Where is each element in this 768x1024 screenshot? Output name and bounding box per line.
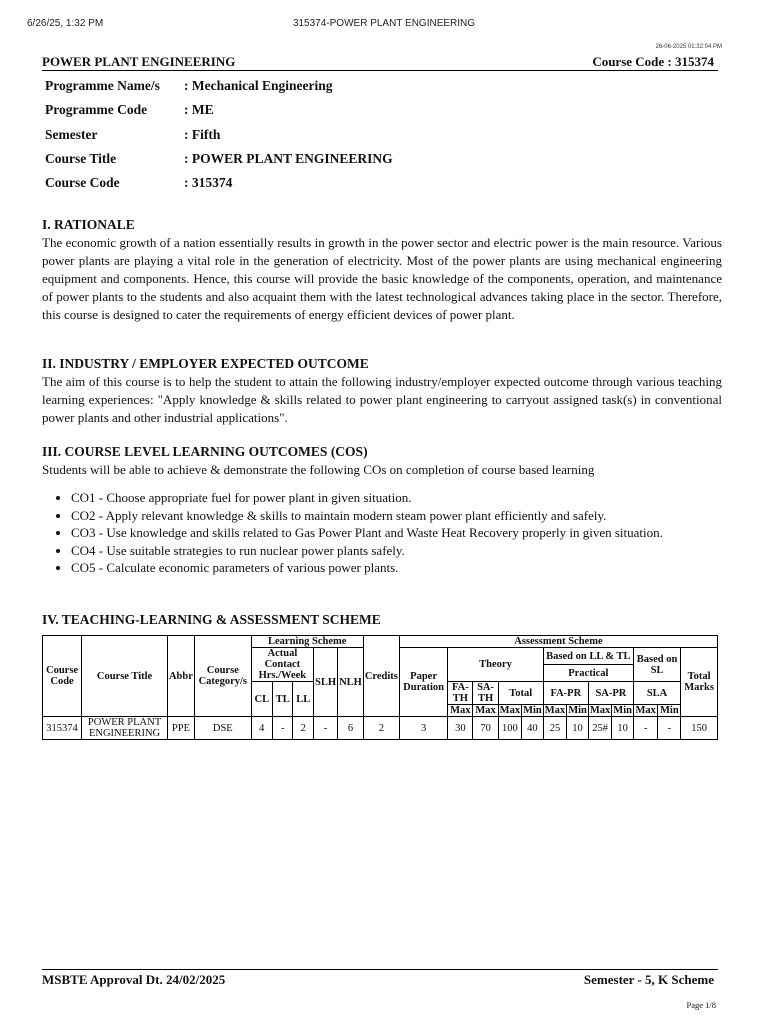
th-sa-pr: SA-PR: [588, 682, 633, 705]
th-min: Min: [523, 705, 542, 716]
th-ll: LL: [293, 682, 314, 717]
th-fa-pr: FA-PR: [543, 682, 588, 705]
th-tl: TL: [272, 682, 293, 717]
cos-intro: Students will be able to achieve & demonstrate the following COs on completion of course based learning: [42, 462, 595, 477]
th-max: Max: [544, 705, 566, 716]
cell-course-title: POWER PLANT ENGINEERING: [82, 717, 168, 740]
document-footer: [42, 969, 718, 987]
cell-total-marks: 150: [681, 717, 718, 740]
info-key: Semester: [45, 126, 98, 142]
th-max: Max: [473, 705, 498, 717]
list-item: • CO3 - Use knowledge and skills related to Gas Power Plant and Waste Heat Recovery properly in given situation.: [71, 524, 722, 542]
cos-heading: III. COURSE LEVEL LEARNING OUTCOMES (COS): [42, 444, 368, 459]
cell-course-code: 315374: [43, 717, 82, 740]
th-based-sl: Based on SL: [633, 648, 680, 682]
print-header: [0, 18, 768, 32]
industry-heading: II. INDUSTRY / EMPLOYER EXPECTED OUTCOME: [42, 356, 369, 371]
generated-timestamp: 26-06-2025 01:32:04 PM: [655, 44, 722, 50]
th-max: Max: [589, 705, 611, 716]
cell-slh: -: [314, 717, 338, 740]
rationale-section: [42, 216, 722, 324]
cos-list: [42, 489, 722, 577]
cell-sa-th: 70: [473, 717, 498, 740]
header-course-code: Course Code : 315374: [592, 54, 714, 69]
scheme-heading: IV. TEACHING-LEARNING & ASSESSMENT SCHEME: [42, 612, 381, 627]
table-row: [43, 717, 718, 740]
page-number: Page 1/8: [686, 1000, 716, 1010]
th-total-marks: Total Marks: [681, 648, 718, 717]
info-value: : 315374: [184, 175, 233, 191]
cell-tl: -: [272, 717, 293, 740]
th-actual-contact: Actual Contact Hrs./Week: [251, 648, 313, 682]
industry-section: [42, 355, 722, 427]
th-abbr: Abbr: [167, 636, 194, 717]
th-fa-th: FA-TH: [448, 682, 473, 705]
document-header: [42, 54, 718, 71]
cell-category: DSE: [194, 717, 251, 740]
list-item: • CO2 - Apply relevant knowledge & skills to maintain modern steam power plant efficiently and safely.: [71, 507, 722, 525]
cell-total-min: 40: [522, 717, 544, 740]
info-value: : Fifth: [184, 126, 221, 142]
th-theory: Theory: [448, 648, 544, 682]
cell-fa-th: 30: [448, 717, 473, 740]
th-assessment-scheme: Assessment Scheme: [399, 636, 717, 648]
rationale-heading: I. RATIONALE: [42, 217, 135, 232]
info-value: : Mechanical Engineering: [184, 78, 333, 93]
print-datetime: 6/26/25, 1:32 PM: [27, 18, 104, 29]
th-max: Max: [448, 705, 473, 717]
cell-abbr: PPE: [167, 717, 194, 740]
cell-fa-pr-min: 10: [567, 717, 589, 740]
footer-approval: MSBTE Approval Dt. 24/02/2025: [42, 972, 226, 987]
th-credits: Credits: [363, 636, 399, 717]
print-title: 315374-POWER PLANT ENGINEERING: [292, 18, 476, 29]
th-course-code: Course Code: [43, 636, 82, 717]
rationale-text: The economic growth of a nation essentially results in growth in the power sector and electric power is the main resource. Various power plants are playing a vital role in the generation of electricity. Most of the power plants are using mechanical engineering equipment and components. Hence, this course will provide the basic knowledge of the components, operation, and maintenance of power plants to the students and also acquaint them with the latest technological advances taking place in the sector. Therefore, this course is designed to cater the requirements of energy efficient devices of power plant.: [42, 235, 722, 322]
cell-sla-max: -: [633, 717, 658, 740]
list-item: • CO4 - Use suitable strategies to run nuclear power plants safely.: [71, 542, 722, 560]
th-sla: SLA: [633, 682, 680, 705]
th-based-ll-tl: Based on LL & TL: [543, 648, 633, 665]
info-row: [45, 151, 393, 175]
th-min: Min: [658, 705, 681, 717]
header-course-name: POWER PLANT ENGINEERING: [42, 54, 236, 69]
info-row: [45, 102, 393, 126]
th-course-title: Course Title: [82, 636, 168, 717]
cell-paper-duration: 3: [399, 717, 447, 740]
cell-sa-pr-min: 10: [612, 717, 634, 740]
cell-nlh: 6: [338, 717, 364, 740]
info-key: Programme Code: [45, 102, 148, 118]
th-category: Course Category/s: [194, 636, 251, 717]
th-practical: Practical: [543, 665, 633, 682]
info-key: Course Title: [45, 150, 117, 166]
th-cl: CL: [251, 682, 272, 717]
scheme-section: [42, 611, 722, 629]
th-max: Max: [633, 705, 658, 717]
cell-fa-pr-max: 25: [543, 717, 566, 740]
th-learning-scheme: Learning Scheme: [251, 636, 363, 648]
footer-semester: Semester - 5, K Scheme: [583, 972, 714, 987]
th-paper-duration: Paper Duration: [399, 648, 447, 717]
th-nlh: NLH: [338, 648, 364, 717]
info-value: : ME: [184, 102, 214, 118]
course-info: [45, 78, 393, 199]
cell-credits: 2: [363, 717, 399, 740]
th-min: Min: [568, 705, 587, 716]
th-min: Min: [613, 705, 632, 716]
cell-sla-min: -: [658, 717, 681, 740]
th-theory-total: Total: [498, 682, 543, 705]
cell-sa-pr-max: 25#: [588, 717, 611, 740]
info-row: [45, 175, 393, 199]
cos-section: [42, 443, 722, 577]
info-key: Programme Name/s: [45, 78, 160, 93]
th-max: Max: [499, 705, 521, 716]
info-row: [45, 127, 393, 151]
industry-text: The aim of this course is to help the student to attain the following industry/employer expected outcome through various teaching learning experiences: "Apply knowledge & skills related to power plant engineering to carryout assigned task(s) in conventional power plants and other industrial applications".: [42, 374, 722, 425]
th-sa-th: SA-TH: [473, 682, 498, 705]
th-slh: SLH: [314, 648, 338, 717]
cell-cl: 4: [251, 717, 272, 740]
list-item: • CO1 - Choose appropriate fuel for power plant in given situation.: [71, 489, 722, 507]
cell-total-max: 100: [498, 717, 521, 740]
info-key: Course Code: [45, 175, 120, 191]
list-item: • CO5 - Calculate economic parameters of various power plants.: [71, 559, 722, 577]
cell-ll: 2: [293, 717, 314, 740]
info-row: [45, 78, 393, 102]
scheme-table: [42, 635, 718, 740]
info-value: : POWER PLANT ENGINEERING: [184, 150, 393, 166]
